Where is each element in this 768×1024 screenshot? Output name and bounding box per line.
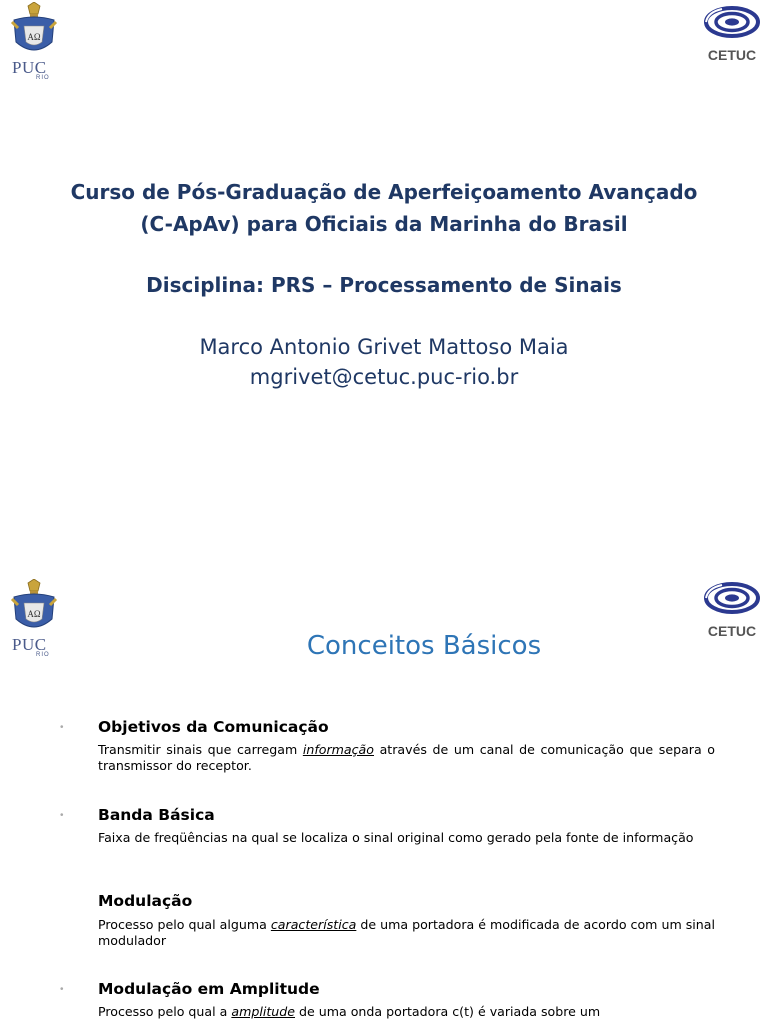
item-body: Processo pelo qual alguma característica de uma portadora é modificada de acordo com um sinal modulador: [98, 917, 715, 948]
item-heading: Modulação: [98, 892, 193, 910]
cetuc-logo-text: CETUC: [707, 47, 757, 63]
author-email: mgrivet@cetuc.puc-rio.br: [249, 365, 519, 389]
emphasis-text: característica: [270, 917, 357, 932]
discipline-title: [40, 269, 728, 301]
puc-logo-text: PUC: [12, 58, 47, 77]
puc-crest-icon: [8, 2, 60, 60]
item-body: Transmitir sinais que carregam informação através de um canal de comunicação que separa o transmissor do receptor.: [98, 742, 715, 773]
cetuc-logo-text: CETUC: [707, 623, 757, 639]
svg-text:AΩ: AΩ: [27, 609, 41, 619]
item-heading: Objetivos da Comunicação: [98, 718, 329, 736]
svg-text:AΩ: AΩ: [27, 32, 41, 42]
course-title: [40, 176, 728, 240]
slide-title: Conceitos Básicos: [306, 631, 542, 661]
item-body: Processo pelo qual a amplitude de uma onda portadora c(t) é variada sobre um: [98, 1004, 601, 1019]
concepts-slide: [0, 576, 768, 1024]
author-block: [40, 332, 728, 392]
item-heading: Banda Básica: [98, 806, 215, 824]
emphasis-text: informação: [302, 742, 374, 757]
bullet-icon: •: [60, 722, 64, 733]
course-title-line-1: Curso de Pós-Graduação de Aperfeiçoamento Avançado: [70, 180, 698, 204]
puc-logo-subtext: RIO: [36, 75, 50, 81]
discipline-text: Disciplina: PRS – Processamento de Sinais: [146, 273, 622, 297]
puc-logo-subtext: RIO: [36, 652, 50, 658]
cetuc-swirl-icon: [702, 4, 762, 46]
puc-rio-logo: [8, 2, 60, 82]
bullet-icon: •: [60, 984, 64, 995]
item-heading: Modulação em Amplitude: [98, 980, 320, 998]
cetuc-logo: [702, 4, 762, 64]
author-name: Marco Antonio Grivet Mattoso Maia: [199, 335, 569, 359]
cetuc-swirl-icon: [702, 580, 762, 622]
puc-logo-text: PUC: [12, 635, 47, 654]
emphasis-text: amplitude: [231, 1004, 295, 1019]
bullet-icon: •: [60, 810, 64, 821]
item-body: Faixa de freqüências na qual se localiza o sinal original como gerado pela fonte de informação: [98, 830, 694, 845]
course-title-line-2: (C-ApAv) para Oficiais da Marinha do Brasil: [140, 212, 628, 236]
puc-crest-icon: [8, 579, 60, 637]
